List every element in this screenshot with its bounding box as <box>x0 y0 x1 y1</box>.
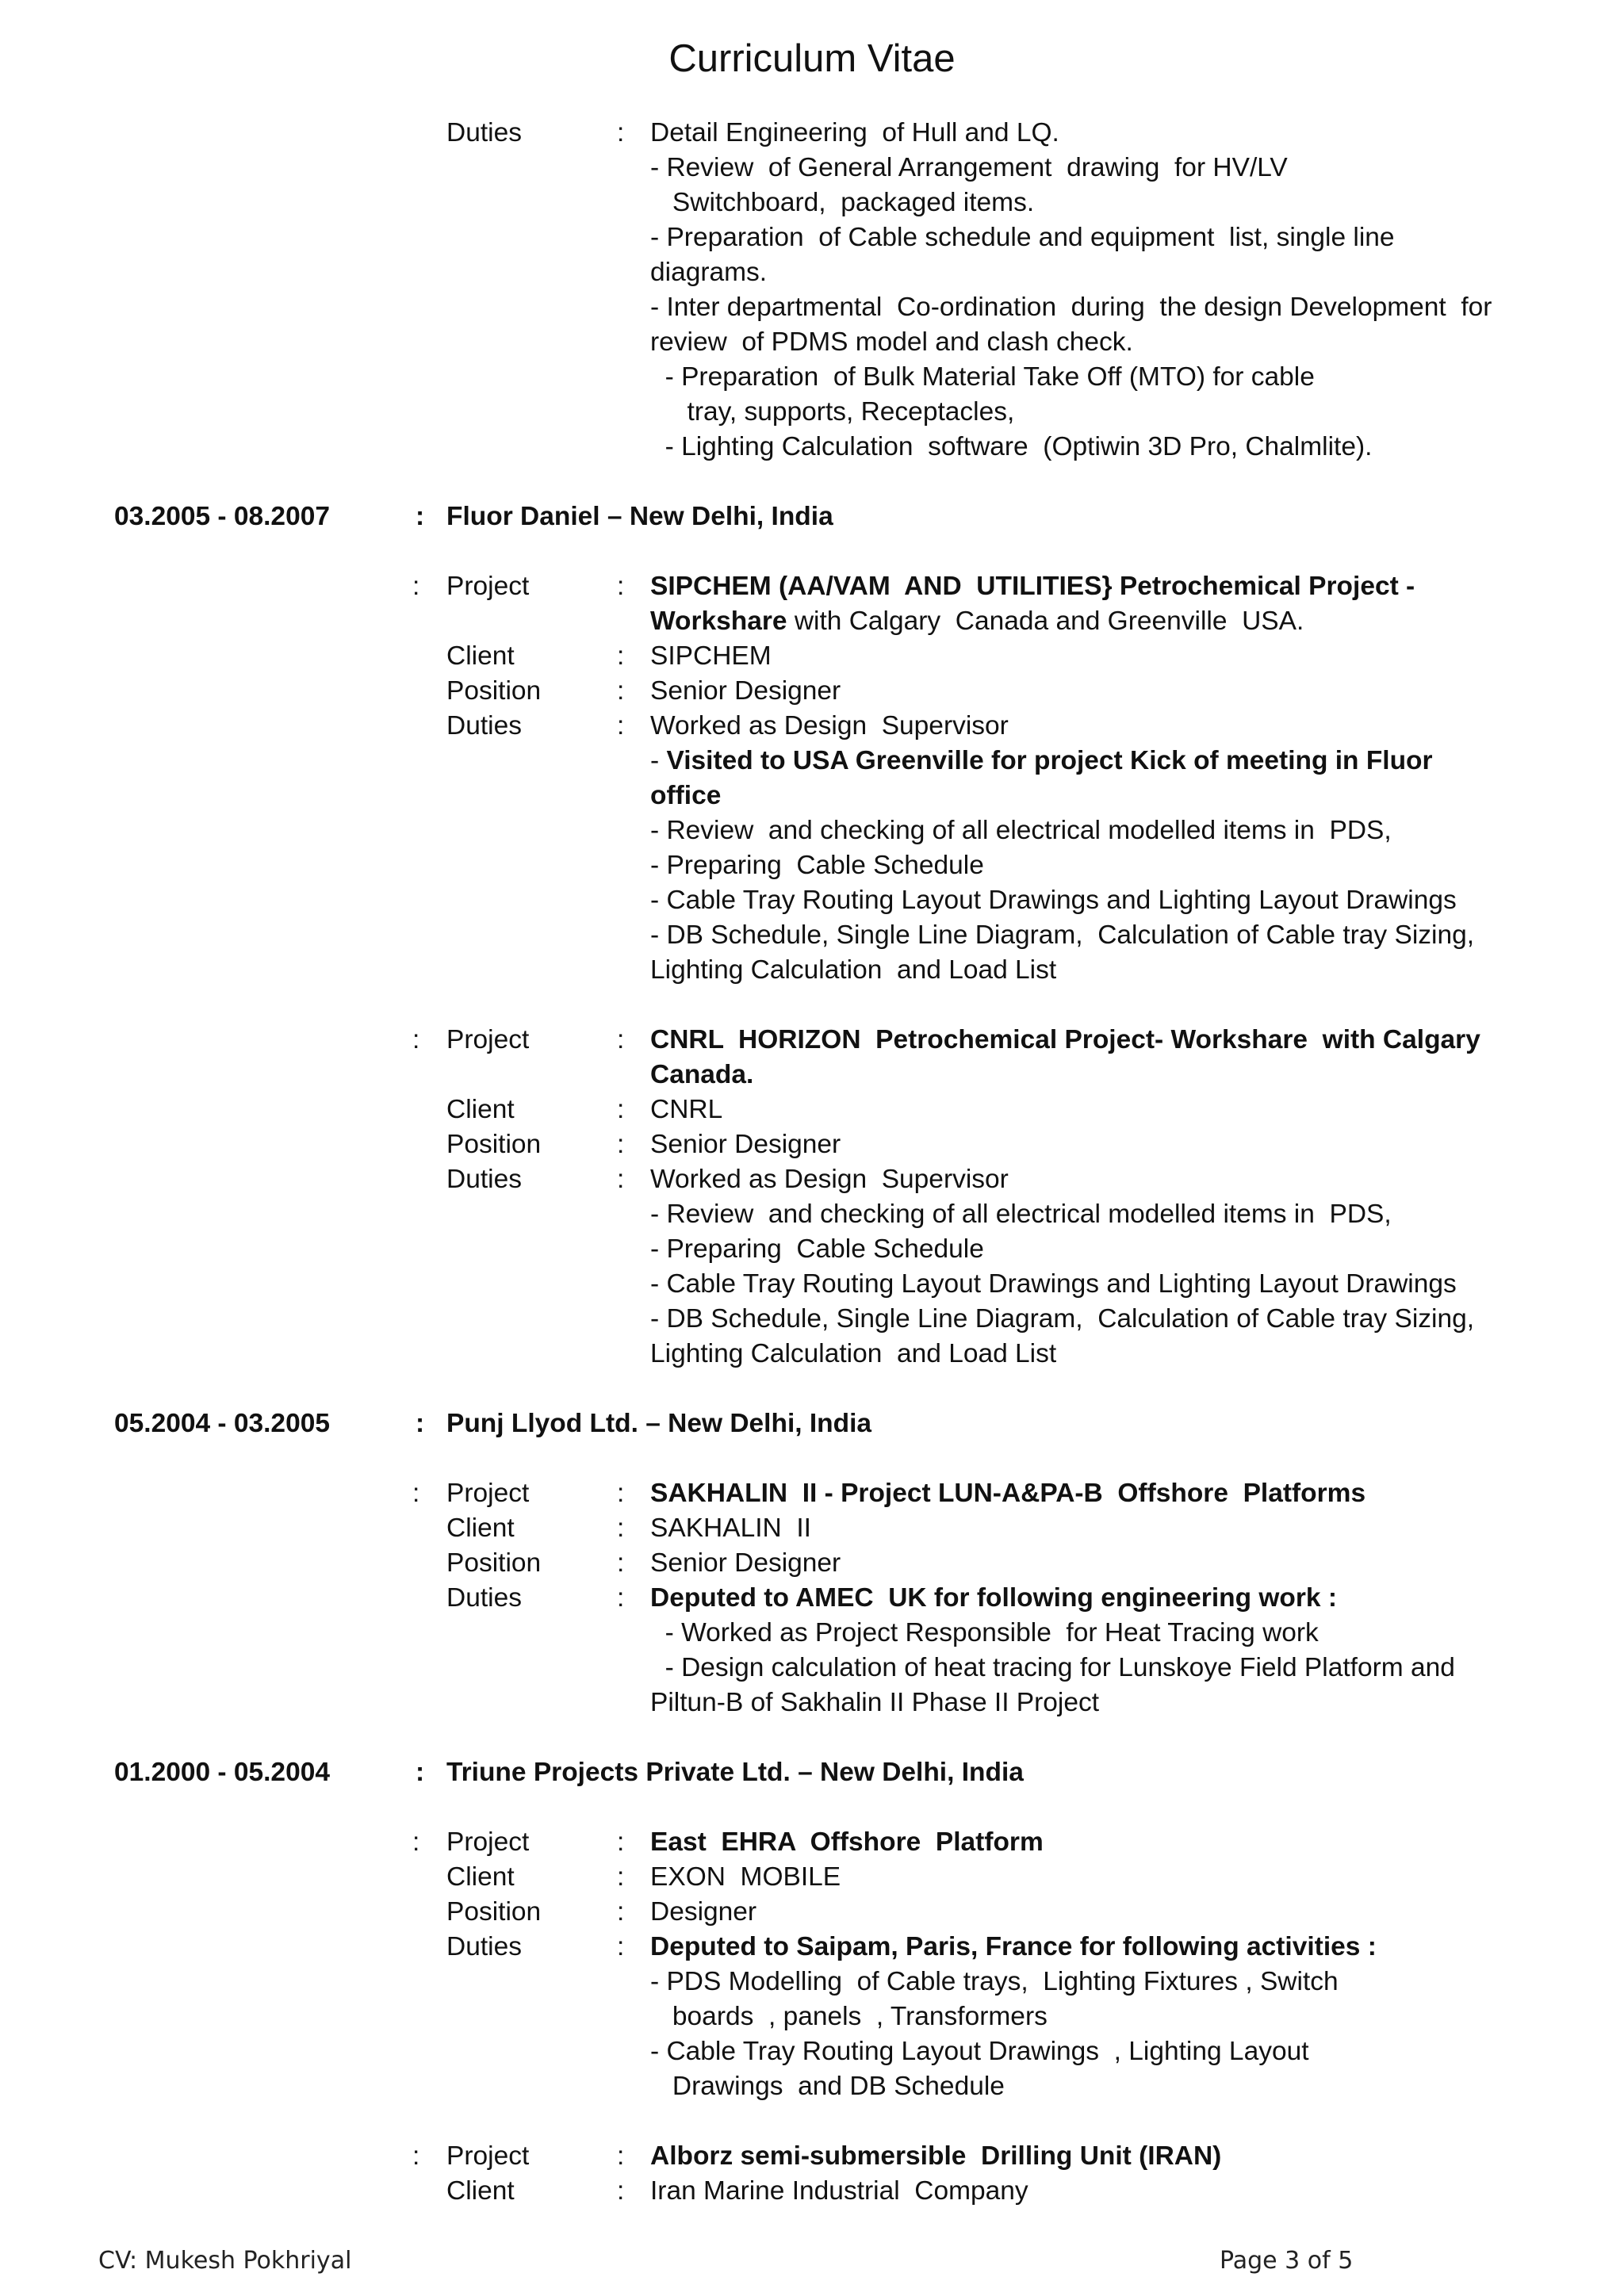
detail-value <box>650 604 1304 639</box>
separator-colon: : <box>617 676 625 706</box>
detail-value: CNRL HORIZON Petrochemical Project- Workshare with Calgary <box>650 1025 1480 1054</box>
detail-row <box>0 1581 1624 1616</box>
separator-colon: : <box>617 2141 625 2171</box>
detail-value: boards , panels , Transformers <box>650 2002 1048 2031</box>
employment-header <box>0 499 1624 534</box>
separator-colon: : <box>617 1095 625 1124</box>
value-emphasis: office <box>650 781 722 810</box>
detail-value: Iran Marine Industrial Company <box>650 2176 1028 2206</box>
detail-continuation <box>0 1197 1624 1232</box>
detail-label: Duties <box>446 118 522 147</box>
separator-colon: : <box>412 1827 420 1857</box>
detail-continuation <box>0 290 1624 325</box>
detail-label: Duties <box>446 711 522 740</box>
separator-colon: : <box>617 1583 625 1613</box>
detail-continuation <box>0 1686 1624 1720</box>
detail-value <box>650 1058 753 1093</box>
detail-row <box>0 1093 1624 1127</box>
separator-colon: : <box>617 1862 625 1892</box>
detail-continuation <box>0 604 1624 639</box>
spacer <box>0 534 1624 569</box>
detail-value: - Preparing Cable Schedule <box>650 1234 984 1264</box>
detail-label: Duties <box>446 1583 522 1613</box>
detail-value: SAKHALIN II - Project LUN-A&PA-B Offshore Platforms <box>650 1479 1366 1508</box>
detail-value: - Lighting Calculation software (Optiwin 3D Pro, Chalmlite). <box>650 432 1373 461</box>
spacer <box>0 1441 1624 1476</box>
detail-row <box>0 1895 1624 1930</box>
detail-continuation <box>0 779 1624 813</box>
detail-label: Project <box>446 1025 530 1054</box>
detail-value: Deputed to Saipam, Paris, France for following activities : <box>650 1932 1377 1961</box>
detail-continuation <box>0 744 1624 779</box>
detail-row <box>0 1860 1624 1895</box>
detail-label: Position <box>446 676 542 706</box>
detail-continuation <box>0 2034 1624 2069</box>
detail-continuation <box>0 1965 1624 1999</box>
detail-value: Senior Designer <box>650 1130 841 1159</box>
detail-value: Drawings and DB Schedule <box>650 2072 1005 2101</box>
detail-continuation <box>0 255 1624 290</box>
value-text: - <box>650 746 667 775</box>
detail-value: - Cable Tray Routing Layout Drawings and Lighting Layout Drawings <box>650 1269 1457 1299</box>
detail-label: Project <box>446 1479 530 1508</box>
detail-row <box>0 2139 1624 2174</box>
detail-label: Duties <box>446 1932 522 1961</box>
employer-name: Triune Projects Private Ltd. – New Delhi, India <box>446 1758 1024 1787</box>
detail-row <box>0 116 1624 151</box>
employer-name: Punj Llyod Ltd. – New Delhi, India <box>446 1409 872 1438</box>
detail-label: Position <box>446 1548 542 1578</box>
detail-value: Lighting Calculation and Load List <box>650 1339 1057 1368</box>
detail-continuation <box>0 1058 1624 1093</box>
value-emphasis: Workshare <box>650 607 787 636</box>
detail-continuation <box>0 1232 1624 1267</box>
detail-continuation <box>0 1337 1624 1372</box>
detail-label: Project <box>446 2141 530 2171</box>
employment-header <box>0 1755 1624 1790</box>
detail-row <box>0 1476 1624 1511</box>
detail-value: - Preparation of Cable schedule and equipment list, single line <box>650 223 1395 252</box>
detail-value: diagrams. <box>650 258 768 287</box>
detail-value: Alborz semi-submersible Drilling Unit (IRAN) <box>650 2141 1222 2171</box>
detail-value: Deputed to AMEC UK for following engineering work : <box>650 1583 1338 1613</box>
spacer <box>0 2104 1624 2139</box>
spacer <box>0 465 1624 499</box>
separator-colon: : <box>412 2141 420 2171</box>
detail-continuation <box>0 2069 1624 2104</box>
detail-label: Position <box>446 1130 542 1159</box>
detail-label: Position <box>446 1897 542 1927</box>
detail-value: - DB Schedule, Single Line Diagram, Calculation of Cable tray Sizing, <box>650 1304 1475 1334</box>
detail-row <box>0 569 1624 604</box>
detail-value: SIPCHEM <box>650 641 772 671</box>
footer-page-number: Page 3 of 5 <box>1220 2247 1354 2275</box>
detail-continuation <box>0 151 1624 186</box>
detail-row <box>0 1825 1624 1860</box>
footer-name: CV: Mukesh Pokhriyal <box>98 2247 352 2275</box>
separator-colon: : <box>617 1513 625 1543</box>
detail-value: East EHRA Offshore Platform <box>650 1827 1044 1857</box>
detail-value: - Review and checking of all electrical modelled items in PDS, <box>650 1200 1392 1229</box>
separator-colon: : <box>617 118 625 147</box>
detail-label: Project <box>446 1827 530 1857</box>
detail-continuation <box>0 325 1624 360</box>
detail-value: - DB Schedule, Single Line Diagram, Calculation of Cable tray Sizing, <box>650 920 1475 950</box>
detail-row <box>0 674 1624 709</box>
detail-row <box>0 1930 1624 1965</box>
detail-row <box>0 1546 1624 1581</box>
detail-row <box>0 1511 1624 1546</box>
detail-row <box>0 1127 1624 1162</box>
detail-value: - Inter departmental Co-ordination during the design Development for <box>650 293 1492 322</box>
detail-value: - Design calculation of heat tracing for Lunskoye Field Platform and <box>650 1653 1455 1682</box>
detail-value: - Review and checking of all electrical modelled items in PDS, <box>650 816 1392 845</box>
detail-value: Worked as Design Supervisor <box>650 1165 1009 1194</box>
detail-continuation <box>0 430 1624 465</box>
detail-value: tray, supports, Receptacles, <box>650 397 1015 427</box>
employment-dates: 01.2000 - 05.2004 <box>114 1758 330 1787</box>
detail-row <box>0 1162 1624 1197</box>
detail-value <box>650 779 721 813</box>
employment-dates: 05.2004 - 03.2005 <box>114 1409 330 1438</box>
separator-colon: : <box>617 711 625 740</box>
spacer <box>0 1790 1624 1825</box>
separator-colon: : <box>617 572 625 601</box>
value-text: with Calgary Canada and Greenville USA. <box>787 607 1304 636</box>
detail-continuation <box>0 1302 1624 1337</box>
detail-value: Piltun-B of Sakhalin II Phase II Project <box>650 1688 1100 1717</box>
separator-colon: : <box>617 1025 625 1054</box>
detail-value: Lighting Calculation and Load List <box>650 955 1057 985</box>
separator-colon: : <box>617 1130 625 1159</box>
detail-label: Client <box>446 1862 515 1892</box>
detail-continuation <box>0 395 1624 430</box>
detail-continuation <box>0 220 1624 255</box>
detail-row <box>0 1023 1624 1058</box>
detail-label: Client <box>446 1513 515 1543</box>
separator-colon: : <box>617 1827 625 1857</box>
detail-label: Client <box>446 2176 515 2206</box>
page-title: Curriculum Vitae <box>668 37 956 80</box>
separator-colon: : <box>617 1165 625 1194</box>
detail-value: - Preparation of Bulk Material Take Off (MTO) for cable <box>650 362 1315 392</box>
detail-row <box>0 2174 1624 2209</box>
detail-value: - Worked as Project Responsible for Heat Tracing work <box>650 1618 1319 1647</box>
detail-value: Switchboard, packaged items. <box>650 188 1035 217</box>
detail-row <box>0 639 1624 674</box>
separator-colon: : <box>412 1479 420 1508</box>
detail-continuation <box>0 186 1624 220</box>
detail-value: - Preparing Cable Schedule <box>650 851 984 880</box>
spacer <box>0 988 1624 1023</box>
detail-label: Client <box>446 641 515 671</box>
detail-value: EXON MOBILE <box>650 1862 841 1892</box>
detail-continuation <box>0 848 1624 883</box>
separator-colon: : <box>617 1932 625 1961</box>
detail-continuation <box>0 1616 1624 1651</box>
detail-continuation <box>0 813 1624 848</box>
separator-colon: : <box>412 1025 420 1054</box>
separator-colon: : <box>416 502 425 531</box>
detail-value: SIPCHEM (AA/VAM AND UTILITIES} Petrochemical Project - <box>650 572 1415 601</box>
detail-value: - PDS Modelling of Cable trays, Lighting Fixtures , Switch <box>650 1967 1339 1996</box>
spacer <box>0 1372 1624 1406</box>
detail-value: Senior Designer <box>650 1548 841 1578</box>
cv-body <box>0 116 1624 2209</box>
detail-value: - Review of General Arrangement drawing for HV/LV <box>650 153 1288 182</box>
detail-continuation <box>0 918 1624 953</box>
detail-value: - Cable Tray Routing Layout Drawings and Lighting Layout Drawings <box>650 886 1457 915</box>
detail-label: Client <box>446 1095 515 1124</box>
separator-colon: : <box>617 1479 625 1508</box>
detail-value: SAKHALIN II <box>650 1513 811 1543</box>
detail-continuation <box>0 953 1624 988</box>
detail-value: CNRL <box>650 1095 723 1124</box>
employer-name: Fluor Daniel – New Delhi, India <box>446 502 833 531</box>
separator-colon: : <box>412 572 420 601</box>
separator-colon: : <box>416 1758 425 1787</box>
separator-colon: : <box>416 1409 425 1438</box>
detail-continuation <box>0 1999 1624 2034</box>
value-emphasis: Canada. <box>650 1060 754 1089</box>
detail-value: Designer <box>650 1897 757 1927</box>
separator-colon: : <box>617 2176 625 2206</box>
spacer <box>0 1720 1624 1755</box>
separator-colon: : <box>617 641 625 671</box>
separator-colon: : <box>617 1548 625 1578</box>
employment-header <box>0 1406 1624 1441</box>
detail-value: review of PDMS model and clash check. <box>650 327 1133 357</box>
detail-continuation <box>0 1267 1624 1302</box>
detail-value: Senior Designer <box>650 676 841 706</box>
detail-continuation <box>0 883 1624 918</box>
detail-continuation <box>0 1651 1624 1686</box>
detail-continuation <box>0 360 1624 395</box>
detail-value: Worked as Design Supervisor <box>650 711 1009 740</box>
detail-value: - Cable Tray Routing Layout Drawings , Lighting Layout <box>650 2037 1309 2066</box>
employment-dates: 03.2005 - 08.2007 <box>114 502 330 531</box>
detail-label: Duties <box>446 1165 522 1194</box>
value-emphasis: Visited to USA Greenville for project Kick of meeting in Fluor <box>666 746 1433 775</box>
detail-label: Project <box>446 572 530 601</box>
detail-value: Detail Engineering of Hull and LQ. <box>650 118 1059 147</box>
separator-colon: : <box>617 1897 625 1927</box>
detail-value <box>650 744 1433 779</box>
detail-row <box>0 709 1624 744</box>
